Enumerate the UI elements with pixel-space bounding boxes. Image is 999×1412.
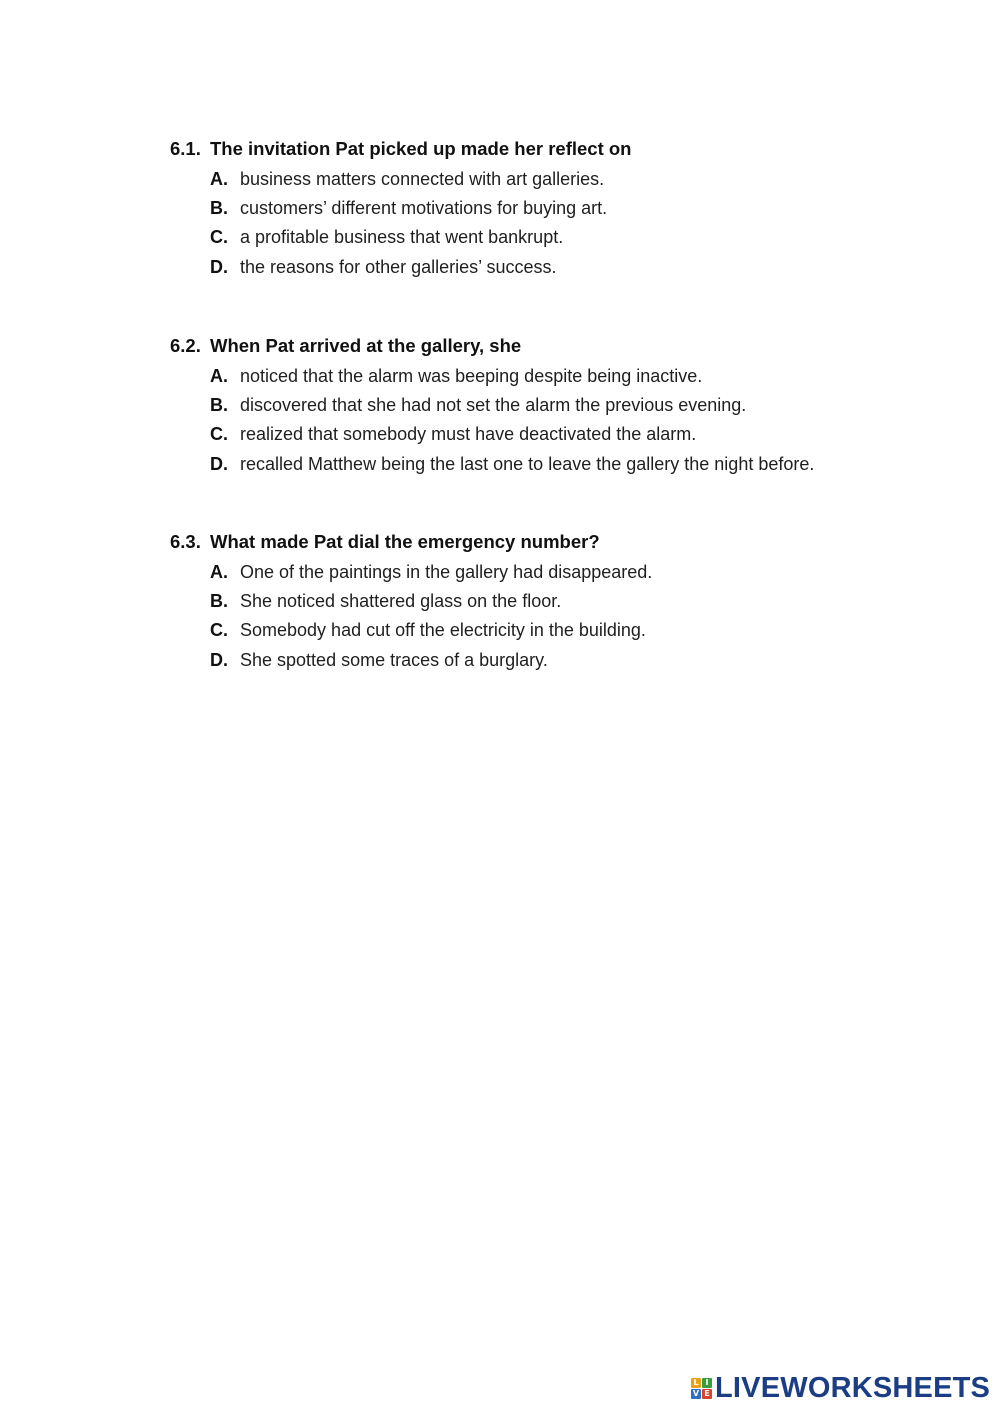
option-letter: B.: [210, 198, 228, 219]
option-letter: C.: [210, 227, 228, 248]
option-letter: A.: [210, 366, 228, 386]
question-number: 6.2.: [170, 335, 201, 356]
question-number: 6.3.: [170, 531, 201, 552]
option-text: a profitable business that went bankrupt.: [240, 227, 564, 248]
option-d: [210, 253, 930, 282]
option-text: the reasons for other galleries’ success.: [240, 256, 557, 277]
question-6-2: [170, 333, 930, 479]
option-b: [210, 587, 930, 616]
option-text: realized that somebody must have deactivated the alarm.: [240, 424, 697, 445]
logo-mark-cell: L: [691, 1378, 701, 1388]
question-6-3: [170, 529, 930, 675]
logo-mark-cell: I: [702, 1378, 712, 1388]
option-c: [210, 616, 930, 645]
option-a: [210, 362, 930, 391]
question-number: 6.1.: [170, 138, 201, 159]
option-letter: A.: [210, 562, 228, 582]
question-header: [170, 529, 930, 555]
question-6-1: [170, 136, 930, 282]
option-text: Somebody had cut off the electricity in the building.: [240, 620, 646, 641]
option-letter: D.: [210, 256, 228, 277]
option-list: [170, 165, 930, 282]
question-text: The invitation Pat picked up made her reflect on: [210, 138, 632, 159]
option-text: discovered that she had not set the alarm the previous evening.: [240, 395, 747, 416]
option-text: recalled Matthew being the last one to leave the gallery the night before.: [240, 453, 815, 474]
option-letter: C.: [210, 424, 228, 445]
option-list: [170, 362, 930, 479]
option-list: [170, 558, 930, 675]
question-header: [170, 136, 930, 162]
option-a: [210, 558, 930, 587]
option-text: One of the paintings in the gallery had disappeared.: [240, 562, 653, 582]
option-letter: A.: [210, 169, 228, 189]
option-c: [210, 420, 930, 449]
option-text: She spotted some traces of a burglary.: [240, 649, 548, 670]
question-text: When Pat arrived at the gallery, she: [210, 335, 522, 356]
question-header: [170, 333, 930, 359]
logo-text: LIVEWORKSHEETS: [715, 1372, 991, 1404]
option-b: [210, 194, 930, 223]
option-text: customers’ different motivations for buying art.: [240, 198, 608, 219]
option-letter: C.: [210, 620, 228, 641]
option-text: business matters connected with art galleries.: [240, 169, 605, 189]
logo-mark-cell: V: [692, 1388, 700, 1398]
liveworksheets-logo[interactable]: [691, 1373, 990, 1403]
option-letter: B.: [210, 591, 228, 612]
option-a: [210, 165, 930, 194]
option-letter: B.: [210, 395, 228, 416]
option-b: [210, 391, 930, 420]
option-letter: D.: [210, 649, 228, 670]
logo-mark-icon: [691, 1378, 712, 1399]
option-d: [210, 646, 930, 675]
option-text: She noticed shattered glass on the floor.: [240, 591, 562, 612]
logo-mark-cell: E: [702, 1389, 712, 1399]
question-text: What made Pat dial the emergency number?: [210, 531, 600, 552]
option-letter: D.: [210, 453, 228, 474]
option-d: [210, 450, 930, 479]
option-c: [210, 223, 930, 252]
option-text: noticed that the alarm was beeping despite being inactive.: [240, 366, 703, 386]
